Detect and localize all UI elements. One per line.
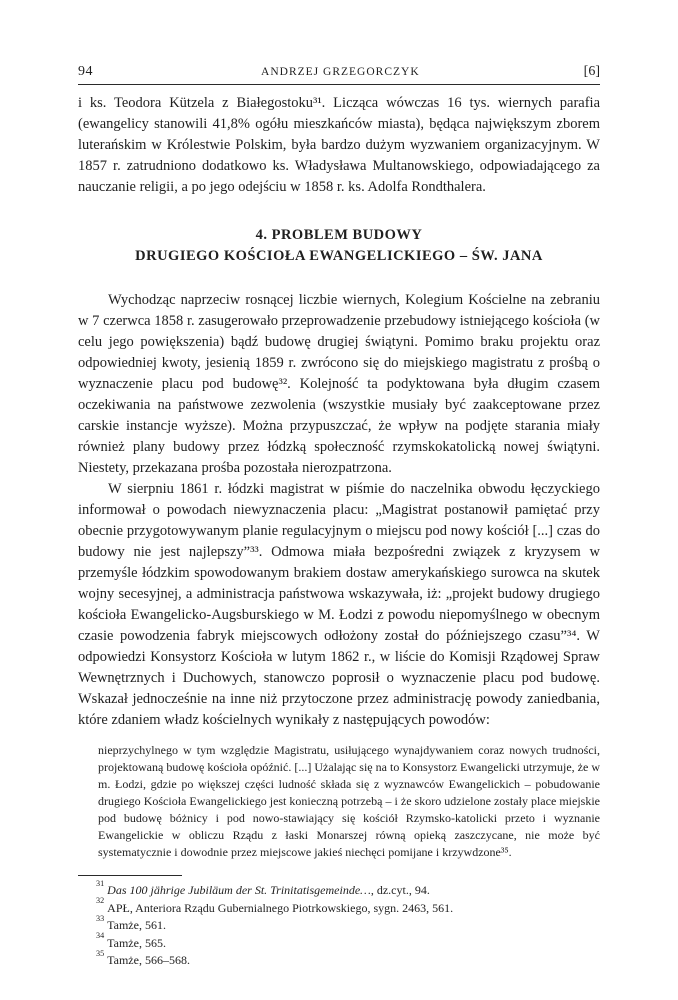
footnote-number: 31 <box>96 878 105 888</box>
running-head: ANDRZEJ GRZEGORCZYK <box>261 66 420 78</box>
page-number: 94 <box>78 64 93 79</box>
footnote-number: 34 <box>96 931 105 941</box>
footnote-separator <box>78 875 182 876</box>
body-paragraph: Wychodząc naprzeciw rosnącej liczbie wiernych, Kolegium Kościelne na zebraniu w 7 czerwca 1858 r. zasugerowało przeprowadzenie przebudowy istniejącego kościoła (w celu jego powiększenia) bądź budowę drugiej świątyni. Pomimo braku projektu oraz odpowiedniej kwoty, jesienią 1859 r. zwrócono się do miejskiego magistratu z prośbą o wyznaczenie placu pod budowę³². Kolejność ta podyktowana była długim czasem oczekiwania na państwowe zezwolenia (wszystkie musiały być zaakceptowane przez carskie instancje wyższe). Można przypuszczać, że wpływ na podjęte starania miały również plany budowy przez łódzką społeczność rzymskokatolicką nowej świątyni. Niestety, przekazana prośba pozostała nierozpatrzona. <box>78 292 600 476</box>
footnote <box>78 931 600 953</box>
page-header <box>78 64 600 85</box>
section-heading-line1: 4. PROBLEM BUDOWY <box>255 227 423 243</box>
footnote-text: , dz.cyt., 94. <box>370 883 430 897</box>
footnote <box>78 878 600 900</box>
footnote-number: 35 <box>96 948 105 958</box>
section-heading <box>78 225 600 267</box>
footnote-text: Tamże, 566–568. <box>107 953 190 967</box>
footnote-number: 32 <box>96 896 105 906</box>
footnote-number: 33 <box>96 913 105 923</box>
footnote <box>78 896 600 918</box>
footnote-text: Tamże, 561. <box>107 918 166 932</box>
block-quote: nieprzychylnego w tym względzie Magistratu, usiłującego wynajdywaniem coraz nowych trudności, projektowaną budowę kościoła opóźnić. [...] Użalając się na to Konsystorz Ewangelicki utrzymuje, że w m. Łodzi, gdzie po większej części ludność składa się z wyznawców Ewangelickich – pobudowanie drugiego Kościoła Ewangelickiego jest konieczną potrzebą – i że skoro udzielone zostały place miejskie pod budowę bóżnicy i pod nowo-stawiający się kościół Rzymsko-katolicki przeto i wyznanie Ewangelickie w obliczu Rządu z łaski Monarszej równą opieką zaszczycane, nie może być systematycznie i dowodnie przez miejscowe jakieś niechęci pomijane i krzywdzone³⁵. <box>98 743 600 859</box>
footnote-text: APŁ, Anteriora Rządu Gubernialnego Piotrkowskiego, sygn. 2463, 561. <box>107 900 454 915</box>
issue-marker: [6] <box>583 64 600 79</box>
body-paragraph: W sierpniu 1861 r. łódzki magistrat w piśmie do naczelnika obwodu łęczyckiego informował o powodach niewyznaczenia placu: „Magistrat postanowił pamiętać przy obecnie przygotowywanym planie regulacyjnym o miejscu pod nowy kościół [...] czas do budowy nie jest najlepszy”³³. Odmowa miała bezpośredni związek z kryzysem w przemyśle łódzkim spowodowanym brakiem dostaw amerykańskiego surowca na skutek wojny secesyjnej, a administracja państwowa wskazywała, iż: „projekt budowy drugiego kościoła Ewangelicko-Augsburskiego w M. Łodzi z powodu niepomyślnego w obecnym czasie powodzenia fabryk miejscowych odłożony został do późniejszego czasu”³⁴. W odpowiedzi Konsystorz Kościoła w lutym 1862 r., w liście do Komisji Rządowej Spraw Wewnętrznych i Duchowych, stanowczo poprosił o wyznaczenie placu pod budowę. Wskazał jednocześnie na inne niż przytoczone przez administrację powody zaniedbania, które zdaniem władz kościelnych wynikały z następujących powodów: <box>78 481 600 728</box>
footnote <box>78 948 600 970</box>
section-heading-line2: DRUGIEGO KOŚCIOŁA EWANGELICKIEGO – ŚW. JANA <box>135 248 543 264</box>
footnote <box>78 913 600 935</box>
footnote-text: Tamże, 565. <box>107 935 166 950</box>
intro-paragraph: i ks. Teodora Kützela z Białegostoku³¹. Licząca wówczas 16 tys. wiernych parafia (ewangelicy stanowili 41,8% ogółu mieszkańców miasta), będąca największym zborem luterańskim w Królestwie Polskim, była bardzo dużym wyzwaniem organizacyjnym. W 1857 r. zatrudniono dodatkowo ks. Władysława Multanowskiego, odpowiadającego za nauczanie religii, a po jego odejściu w 1858 r. ks. Adolfa Rondthalera. <box>78 95 600 195</box>
footnotes-section <box>78 875 600 970</box>
footnote-title-italic: Das 100 jährige Jubiläum der St. Trinitatisgemeinde… <box>107 883 371 897</box>
